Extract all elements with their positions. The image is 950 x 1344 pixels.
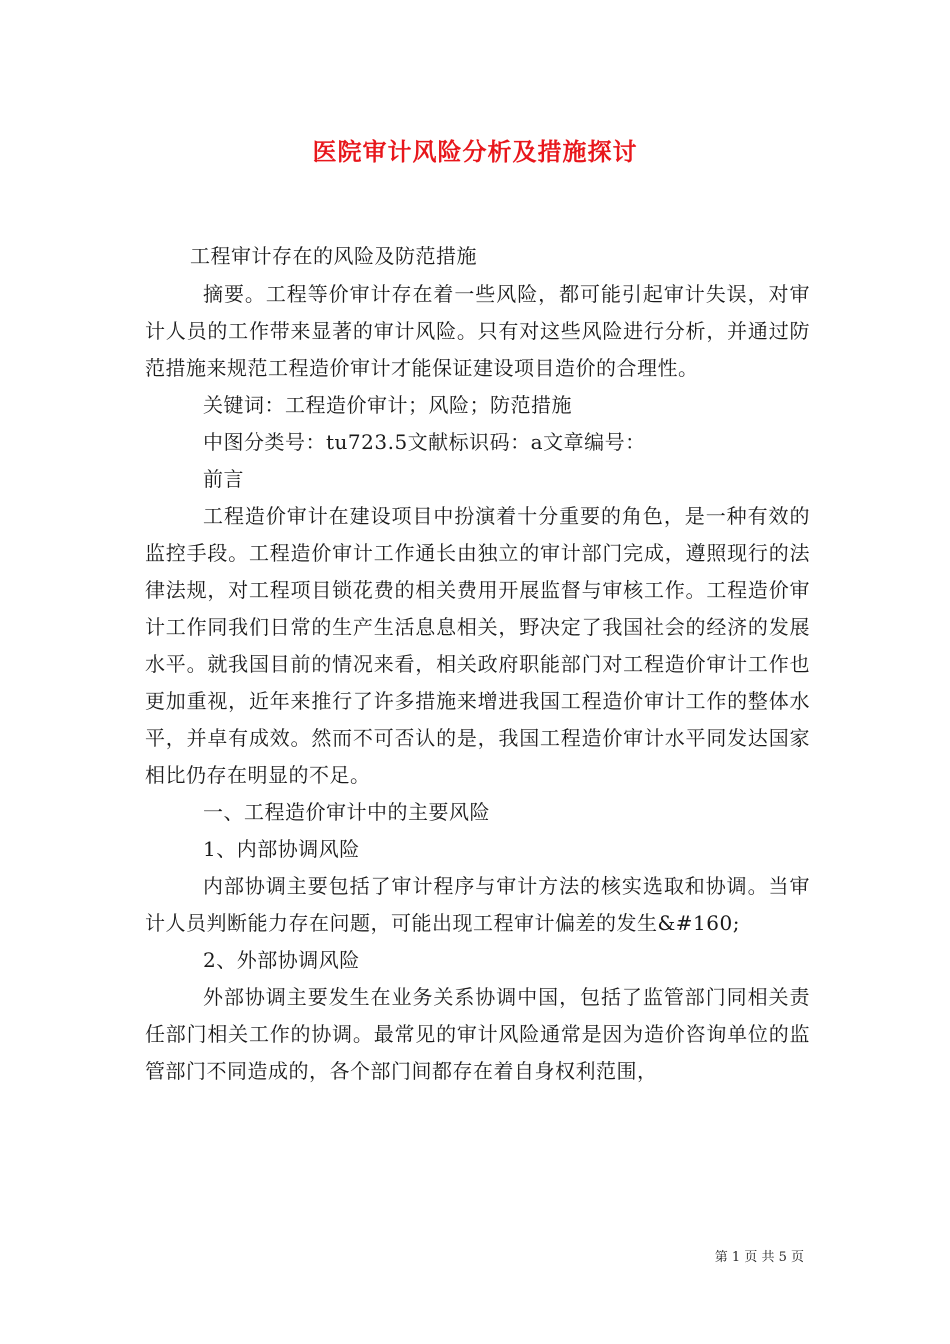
page-number-footer: 第 1 页 共 5 页 <box>714 1250 804 1265</box>
subsection-heading: 1、内部协调风险 <box>203 837 360 861</box>
subsection-heading: 2、外部协调风险 <box>203 948 360 972</box>
keywords-line: 关键词：工程造价审计；风险；防范措施 <box>203 393 572 417</box>
classification-line: 中图分类号：tu723.5文献标识码：a文章编号： <box>203 430 646 454</box>
abstract-paragraph: 摘要。工程等价审计存在着一些风险，都可能引起审计失误，对审计人员的工作带来显著的审计风险。只有对这些风险进行分析，并通过防范措施来规范工程造价审计才能保证建设项目造价的合理性。 <box>145 282 810 380</box>
section-heading: 一、工程造价审计中的主要风险 <box>203 800 490 824</box>
document-subtitle: 工程审计存在的风险及防范措施 <box>190 244 477 268</box>
section-heading: 前言 <box>203 467 244 491</box>
body-paragraph: 外部协调主要发生在业务关系协调中国，包括了监管部门同相关责任部门相关工作的协调。最常见的审计风险通常是因为造价咨询单位的监管部门不同造成的，各个部门间都存在着自身权利范围， <box>145 985 810 1083</box>
body-paragraph: 工程造价审计在建设项目中扮演着十分重要的角色，是一种有效的监控手段。工程造价审计工作通长由独立的审计部门完成，遵照现行的法律法规，对工程项目锁花费的相关费用开展监督与审核工作。工程造价审计工作同我们日常的生产生活息息相关，野决定了我国社会的经济的发展水平。就我国目前的情况来看，相关政府职能部门对工程造价审计工作也更加重视，近年来推行了许多措施来增进我国工程造价审计工作的整体水平，并卓有成效。然而不可否认的是，我国工程造价审计水平同发达国家相比仍存在明显的不足。 <box>145 504 810 787</box>
document-title: 医院审计风险分析及措施探讨 <box>312 137 638 166</box>
body-paragraph: 内部协调主要包括了审计程序与审计方法的核实选取和协调。当审计人员判断能力存在问题，可能出现工程审计偏差的发生&#160; <box>145 874 810 935</box>
document-body <box>145 276 810 1090</box>
